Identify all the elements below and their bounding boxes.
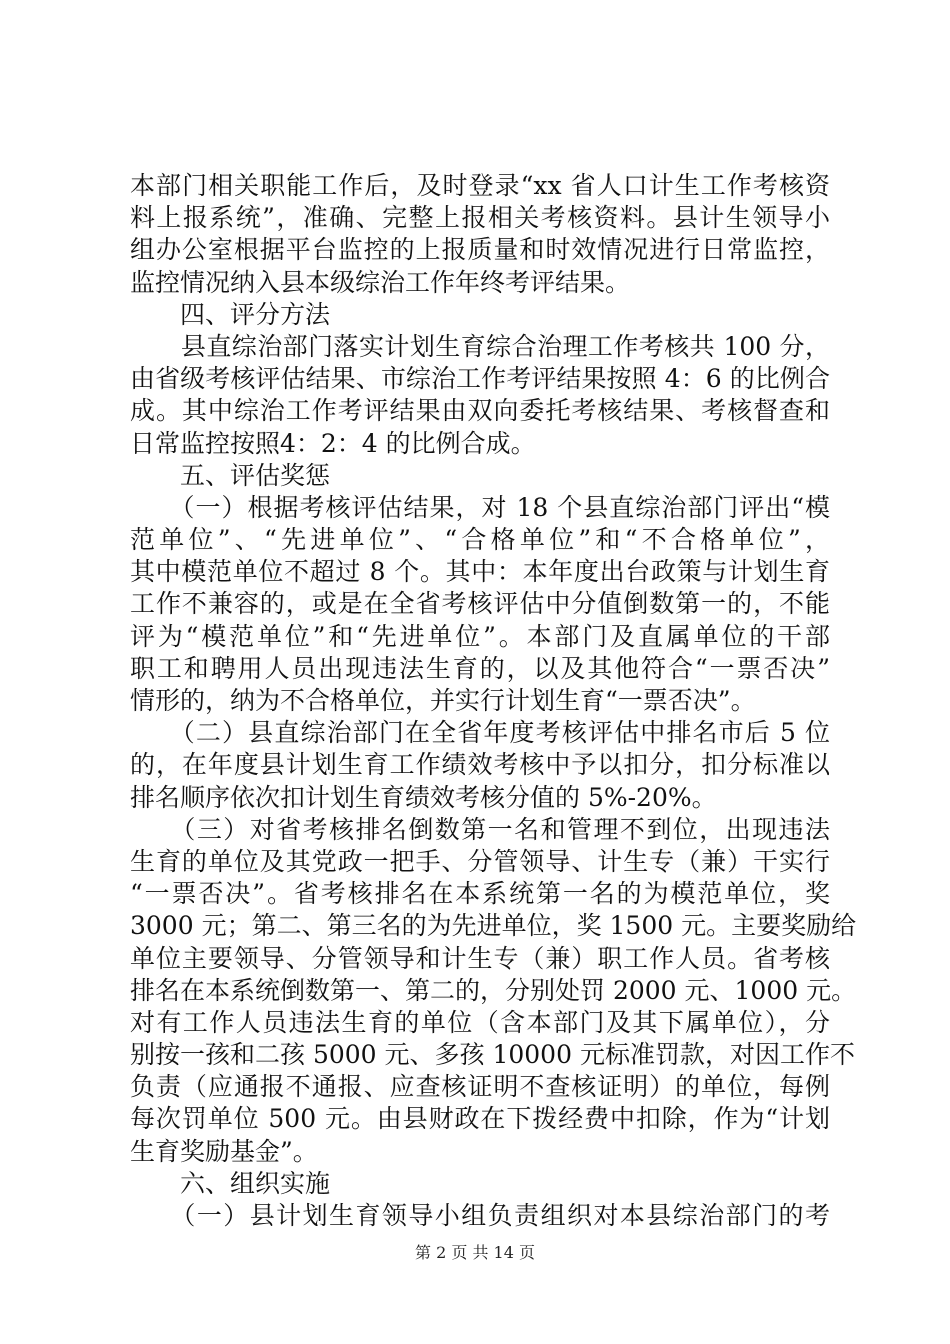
- text-line: 每次罚单位 500 元。由县财政在下拨经费中扣除，作为“计划: [130, 1104, 830, 1134]
- text-line: 单位主要领导、分管领导和计生专（兼）职工作人员。省考核: [130, 943, 830, 973]
- text-line: 五、评估奖惩: [130, 460, 331, 490]
- text-line: 由省级考核评估结果、市综治工作考评结果按照 4：6 的比例合: [130, 364, 830, 394]
- text-line: “一票否决”。省考核排名在本系统第一名的为模范单位，奖: [130, 879, 830, 909]
- text-line: （二）县直综治部门在全省年度考核评估中排名市后 5 位: [130, 718, 830, 748]
- text-line: 成。其中综治工作考评结果由双向委托考核结果、考核督查和: [130, 396, 830, 426]
- text-line: 3000 元；第二、第三名的为先进单位，奖 1500 元。主要奖励给: [130, 911, 857, 941]
- text-line: 负责（应通报不通报、应查核证明不查核证明）的单位，每例: [130, 1072, 830, 1102]
- text-line: 评为“模范单位”和“先进单位”。本部门及直属单位的干部: [130, 621, 830, 651]
- text-line: 别按一孩和二孩 5000 元、多孩 10000 元标准罚款，对因工作不: [130, 1040, 855, 1070]
- text-line: 生育奖励基金”。: [130, 1136, 318, 1166]
- text-line: 范单位”、“先进单位”、“合格单位”和“不合格单位”，: [130, 525, 830, 555]
- text-line: 职工和聘用人员出现违法生育的，以及其他符合“一票否决”: [130, 653, 830, 683]
- text-line: 其中模范单位不超过 8 个。其中：本年度出台政策与计划生育: [130, 557, 830, 587]
- text-line: （一）根据考核评估结果，对 18 个县直综治部门评出“模: [130, 492, 830, 522]
- text-line: 生育的单位及其党政一把手、分管领导、计生专（兼）干实行: [130, 846, 830, 876]
- text-line: 四、评分方法: [130, 299, 331, 329]
- document-body: [130, 170, 857, 1232]
- text-line: 监控情况纳入县本级综治工作年终考评结果。: [130, 267, 631, 297]
- text-line: 对有工作人员违法生育的单位（含本部门及其下属单位），分: [130, 1007, 830, 1037]
- text-line: （三）对省考核排名倒数第一名和管理不到位，出现违法: [130, 814, 830, 844]
- page-footer: 第 2 页 共 14 页: [415, 1243, 535, 1262]
- text-line: 六、组织实施: [130, 1168, 331, 1198]
- text-line: 本部门相关职能工作后，及时登录“xx 省人口计生工作考核资: [130, 171, 830, 200]
- text-line: 组办公室根据平台监控的上报质量和时效情况进行日常监控，: [130, 235, 830, 265]
- text-line: 的，在年度县计划生育工作绩效考核中予以扣分，扣分标准以: [130, 750, 830, 780]
- text-line: 日常监控按照4：2：4 的比例合成。: [130, 428, 536, 458]
- text-line: 排名在本系统倒数第一、第二的，分别处罚 2000 元、1000 元。: [130, 975, 857, 1005]
- text-line: 工作不兼容的，或是在全省考核评估中分值倒数第一的，不能: [130, 589, 830, 619]
- text-line: 料上报系统”，准确、完整上报相关考核资料。县计生领导小: [130, 203, 830, 233]
- text-line: 县直综治部门落实计划生育综合治理工作考核共 100 分，: [130, 331, 830, 361]
- text-line: 情形的，纳为不合格单位，并实行计划生育“一票否决”。: [130, 686, 756, 715]
- text-line: 排名顺序依次扣计划生育绩效考核分值的 5%-20%。: [130, 782, 717, 812]
- text-line: （一）县计划生育领导小组负责组织对本县综治部门的考: [130, 1201, 830, 1230]
